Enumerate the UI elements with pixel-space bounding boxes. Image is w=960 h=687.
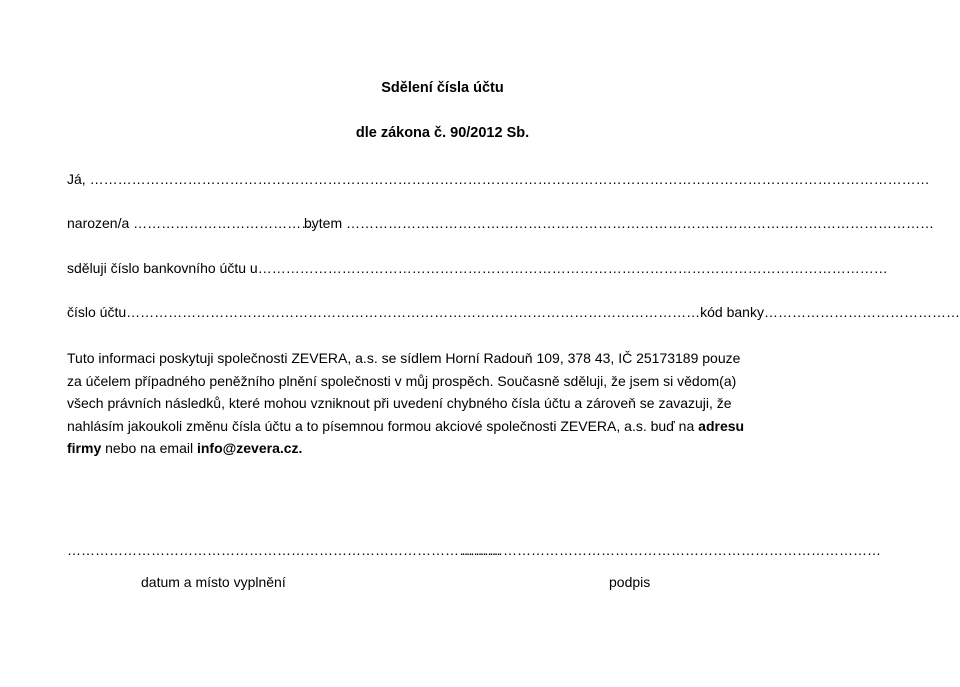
bank-code-dots-field[interactable]: ……………………………………	[763, 304, 960, 320]
account-number-label: číslo účtu	[67, 304, 127, 320]
name-field-row	[67, 170, 930, 188]
paragraph-line	[67, 437, 807, 460]
name-label: Já,	[67, 171, 90, 187]
declaration-paragraph	[67, 347, 807, 460]
bank-dots-field[interactable]: ………………………………………………………………………………………………………………………	[257, 260, 888, 276]
paragraph-text: nebo na email	[101, 440, 197, 456]
paragraph-line: všech právních následků, které mohou vzniknout při uvedení chybného čísla účtu a zároveň se zavazuji, že	[67, 395, 732, 411]
bank-row	[67, 259, 888, 277]
birth-dots-field[interactable]: …………………………………	[133, 215, 316, 231]
name-dots-field[interactable]: ………………………………………………………………………………………………………………………………………………………………	[89, 171, 930, 187]
signature-label: podpis	[609, 574, 651, 590]
date-place-label: datum a místo vyplnění	[141, 574, 286, 590]
signature-dots-field[interactable]: ………………………………………………………………………………	[461, 542, 881, 558]
address-bold-text: adresu	[698, 417, 745, 434]
residence-label: bytem	[304, 215, 347, 231]
account-number-dots-field[interactable]: ……………………………………………………………………………………………………………	[126, 304, 701, 320]
bank-label: sděluji číslo bankovního účtu u	[67, 260, 258, 276]
birth-group	[67, 214, 315, 232]
paragraph-line	[67, 415, 807, 438]
document-subtitle: dle zákona č. 90/2012 Sb.	[355, 125, 530, 141]
document-title: Sdělení čísla účtu	[381, 80, 504, 96]
residence-group	[304, 214, 934, 232]
email-address: info@zevera.cz.	[196, 440, 303, 456]
bank-code-label: kód banky	[700, 304, 764, 320]
residence-dots-field[interactable]: ………………………………………………………………………………………………………………	[346, 215, 935, 231]
account-row	[67, 303, 960, 321]
firm-bold-text: firmy	[67, 440, 102, 456]
birth-label: narozen/a	[67, 215, 134, 231]
date-place-dots-field[interactable]: …………………………………………………………………………………	[67, 542, 501, 558]
paragraph-line: Tuto informaci poskytuji společnosti ZEVERA, a.s. se sídlem Horní Radouň 109, 378 43, IČ 25173189 pouze	[67, 350, 741, 366]
paragraph-line: za účelem případného peněžního plnění společnosti v můj prospěch. Současně sděluji, že jsem si vědom(a)	[67, 372, 737, 389]
paragraph-text: nahlásím jakoukoli změnu čísla účtu a to písemnou formou akciové společnosti ZEVERA, a.s. buď na	[67, 417, 699, 434]
